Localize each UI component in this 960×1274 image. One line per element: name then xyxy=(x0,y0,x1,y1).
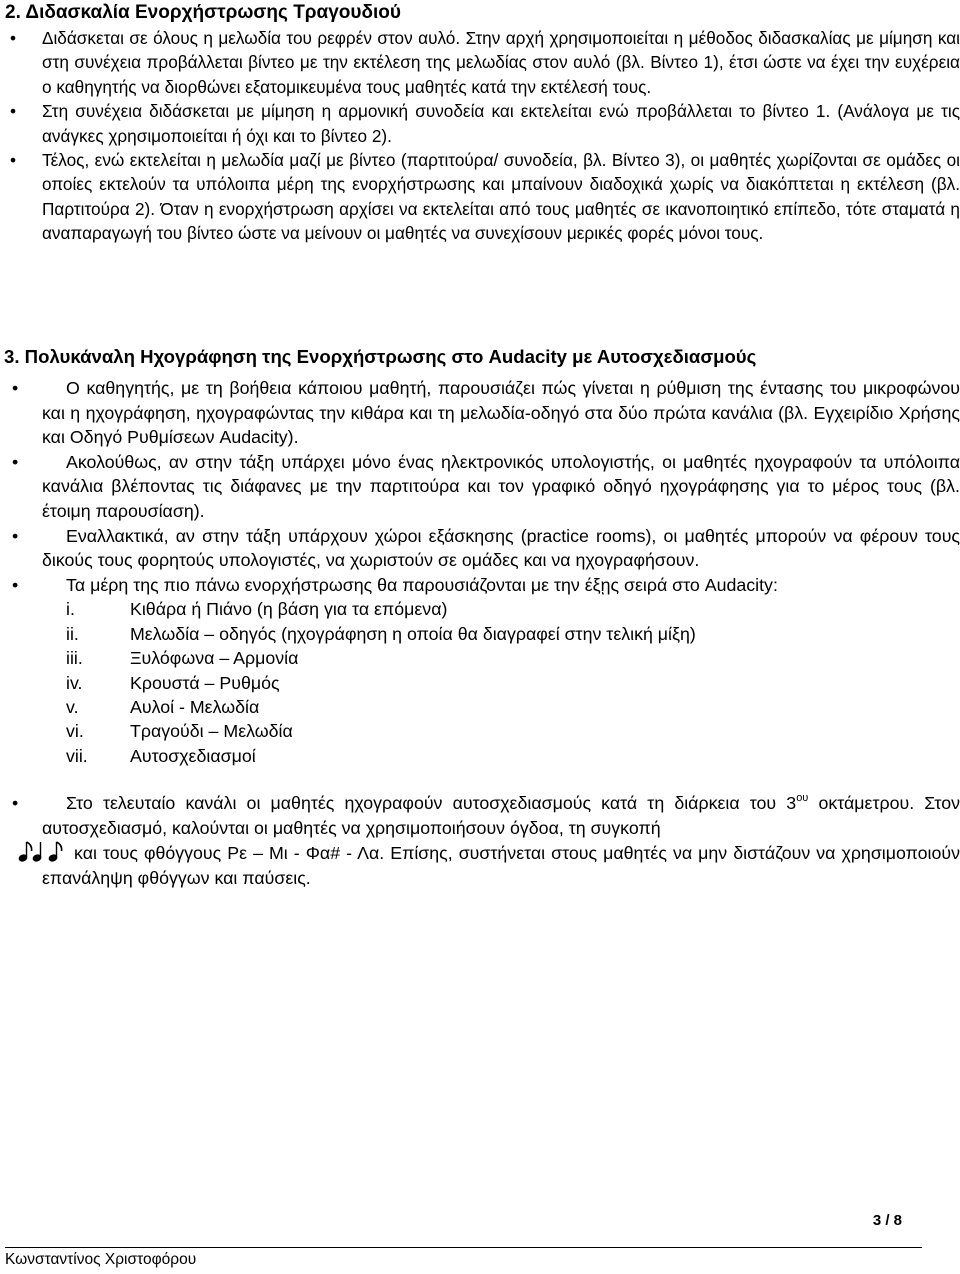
bullet-icon: • xyxy=(10,28,17,48)
bullet-item xyxy=(10,99,960,148)
list-item xyxy=(66,719,960,743)
bullet-text: Εναλλακτικά, αν στην τάξη υπάρχουν χώροι εξάσκησης (practice rooms), οι μαθητές μπορούν να φέρουν τους δικούς τους φορητούς υπολογιστές, να χωριστούν σε ομάδες και να ηχογραφήσουν. xyxy=(42,525,960,571)
list-item xyxy=(66,646,960,670)
bullet-text: Τέλος, ενώ εκτελείται η μελωδία μαζί με βίντεο (παρτιτούρα/ συνοδεία, βλ. Βίντεο 3), οι μαθητές χωρίζονται σε ομάδες οι οποίες εκτελούν τα υπόλοιπα μέρη της ενορχήστρωσης και μπαίνουν διαδοχικά χωρίς να διακόπτεται η εκτέλεση (βλ. Παρτιτούρα 2). Όταν η ενορχήστρωση αρχίσει να εκτελείται από τους μαθητές σε ικανοποιητικό επίπεδο, τότε σταματά η αναπαραγωγή του βίντεο ώστε να μείνουν οι μαθητές να συνεχίσουν μερικές φορές μόνοι τους. xyxy=(42,150,960,244)
list-item xyxy=(66,744,960,768)
bullet-icon: • xyxy=(12,451,19,472)
list-item xyxy=(66,597,960,621)
list-text: Αυλοί - Μελωδία xyxy=(130,696,260,717)
list-number: ii. xyxy=(66,623,79,644)
footer-divider xyxy=(5,1247,922,1248)
bullet-item xyxy=(12,573,960,598)
bullet-icon: • xyxy=(10,101,17,122)
list-number: vii. xyxy=(66,745,88,766)
bullet-item xyxy=(12,791,960,890)
list-text: Τραγούδι – Μελωδία xyxy=(130,721,293,742)
bullet-item xyxy=(12,524,960,573)
section-2-body xyxy=(10,26,960,246)
footer-author: Κωνσταντίνος Χριστοφόρου xyxy=(5,1251,197,1268)
section-2-heading: 2. Διδασκαλία Ενορχήστρωσης Τραγουδιού xyxy=(5,2,401,23)
bullet-icon: • xyxy=(12,574,19,595)
bullet-item xyxy=(12,450,960,524)
list-text: Ξυλόφωνα – Αρμονία xyxy=(130,648,299,669)
list-number: v. xyxy=(66,696,79,717)
list-text: Κρουστά – Ρυθμός xyxy=(130,672,280,693)
bullet-text: Τα μέρη της πιο πάνω ενορχήστρωσης θα παρουσιάζονται με την έξῃς σειρά στο Audacity: xyxy=(66,574,778,595)
bullet-text: Διδάσκεται σε όλους η μελωδία του ρεφρέν στον αυλό. Στην αρχή χρησιμοποιείται η μέθοδος διδασκαλίας με μίμηση και στη συνέχεια προβάλλεται βίντεο με την εκτέλεση της μελωδίας στον αυλό (βλ. Βίντεο 1), έτσι ώστε να έχει την ευχέρεια ο καθηγητής να διορθώνει εξατομικευμένα τους μαθητές κατά την εκτέλεσή τους. xyxy=(42,28,960,97)
list-item xyxy=(66,695,960,719)
list-text: Αυτοσχεδιασμοί xyxy=(130,745,256,766)
ordinal-superscript: ου xyxy=(796,792,809,805)
page-number: 3 / 8 xyxy=(872,1212,902,1229)
section-3-body xyxy=(4,344,960,891)
list-item xyxy=(66,622,960,646)
syncopation-notes-icon xyxy=(18,840,66,862)
bullet-icon: • xyxy=(12,525,19,546)
list-text: Μελωδία – οδηγός (ηχογράφηση η οποία θα διαγραφεί στην τελική μίξη) xyxy=(130,623,696,644)
bullet-text: Ακολούθως, αν στην τάξη υπάρχει μόνο ένας ηλεκτρονικός υπολογιστής, οι μαθητές ηχογραφούν τα υπόλοιπα κανάλια βλέποντας τις διάφανες με την παρτιτούρα και τον γραφικό οδηγό ηχογράφησης για το μέρος τους (βλ. έτοιμη παρουσίαση). xyxy=(42,451,960,521)
bullet-item xyxy=(12,376,960,450)
bullet-text-cont: και τους φθόγγους Ρε – Μι - Φα# - Λα. Επίσης, συστήνεται στους μαθητές να μην διστάζουν να χρησιμοποιούν επανάληψη φθόγγων και παύσεις. xyxy=(42,843,960,888)
bullet-item xyxy=(10,148,960,246)
bullet-icon: • xyxy=(12,793,19,814)
bullet-text: Στο τελευταίο κανάλι οι μαθητές ηχογραφούν αυτοσχεδιασμούς κατά τη διάρκεια του 3 xyxy=(66,793,797,814)
list-number: iv. xyxy=(66,672,83,693)
list-number: iii. xyxy=(66,648,83,669)
list-number: i. xyxy=(66,599,75,620)
bullet-icon: • xyxy=(10,150,17,171)
bullet-icon: • xyxy=(12,378,19,398)
bullet-text: Στη συνέχεια διδάσκεται με μίμηση η αρμονική συνοδεία και εκτελείται ενώ προβάλλεται το βίντεο 1. (Ανάλογα με τις ανάγκες χρησιμοποιείται ή όχι και το βίντεο 2). xyxy=(42,101,960,146)
list-number: vi. xyxy=(66,721,84,742)
bullet-item xyxy=(10,26,960,99)
list-text: Κιθάρα ή Πιάνο (η βάση για τα επόμενα) xyxy=(130,599,448,620)
section-3-heading: 3. Πολυκάναλη Ηχογράφηση της Ενορχήστρωσης στο Audacity με Αυτοσχεδιασμούς xyxy=(4,346,757,367)
bullet-text-cont: οκτάμετρου. Στον αυτοσχεδιασμό, καλούνται οι μαθητές να χρησιμοποιήσουν όγδοα, τη συγκοπή xyxy=(42,793,960,838)
recording-order-list xyxy=(42,597,960,768)
bullet-text: Ο καθηγητής, με τη βοήθεια κάποιου μαθητή, παρουσιάζει πώς γίνεται η ρύθμιση της έντασης του μικροφώνου και η ηχογράφηση, ηχογραφώντας την κιθάρα και τη μελωδία-οδηγό στα δύο πρώτα κανάλια (βλ. Εγχειρίδιο Χρήσης και Οδηγό Ρυθμίσεων Audacity). xyxy=(42,378,960,448)
list-item xyxy=(66,671,960,695)
